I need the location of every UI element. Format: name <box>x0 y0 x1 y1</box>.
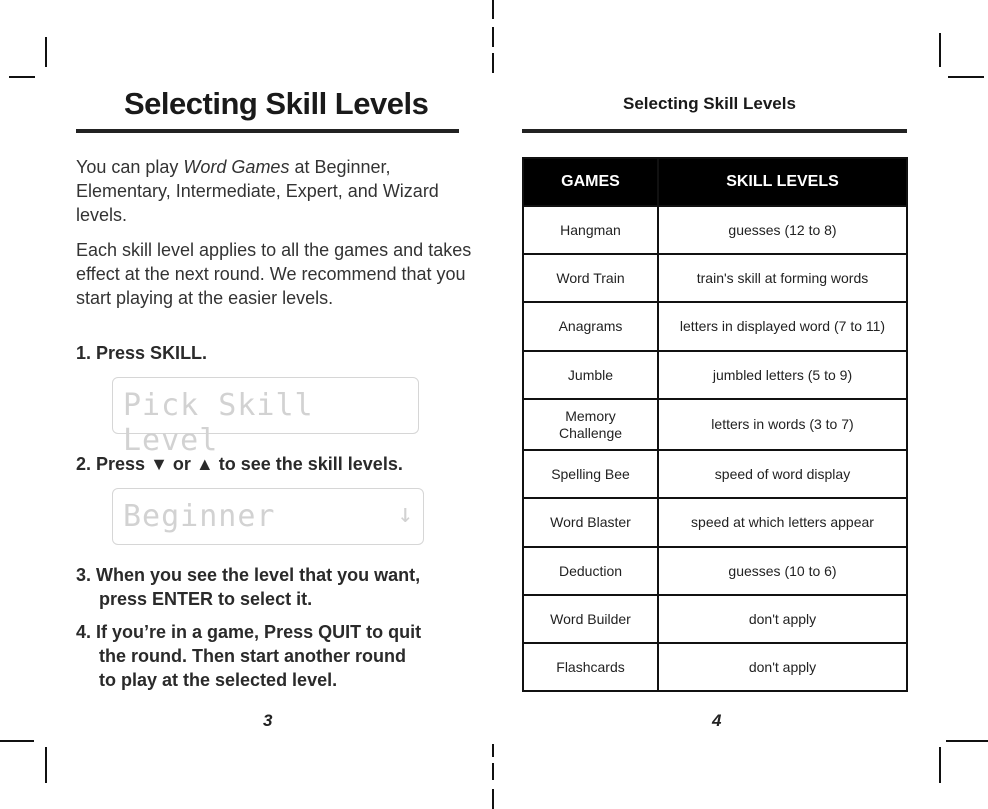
game-cell: Spelling Bee <box>523 450 658 498</box>
crop-mark <box>946 740 988 742</box>
table-header-row <box>523 158 907 206</box>
table-row <box>523 595 907 643</box>
crop-mark <box>939 33 941 67</box>
skill-level-cell: letters in words (3 to 7) <box>658 399 907 450</box>
game-cell: Hangman <box>523 206 658 254</box>
table-row <box>523 302 907 351</box>
title-underline <box>76 129 459 133</box>
skill-level-cell: train's skill at forming words <box>658 254 907 302</box>
step-2: 2. Press ▼ or ▲ to see the skill levels. <box>76 454 403 474</box>
table-row <box>523 498 907 547</box>
skill-levels-table <box>522 157 908 692</box>
skill-level-cell: don't apply <box>658 643 907 691</box>
skill-paragraph: Each skill level applies to all the games and takes effect at the next round. We recommend that you start playing at the easier levels. <box>76 240 472 308</box>
running-header: Selecting Skill Levels <box>623 94 796 113</box>
table-row <box>523 643 907 691</box>
game-cell: Jumble <box>523 351 658 399</box>
down-arrow-icon: ▼ <box>150 454 168 474</box>
skill-level-cell: don't apply <box>658 595 907 643</box>
crop-mark <box>492 0 494 19</box>
game-cell: Flashcards <box>523 643 658 691</box>
game-cell: Memory Challenge <box>523 399 658 450</box>
game-cell: Word Builder <box>523 595 658 643</box>
crop-mark <box>939 747 941 783</box>
column-header-games: GAMES <box>523 158 658 206</box>
page-title: Selecting Skill Levels <box>124 86 429 121</box>
step-3: 3. When you see the level that you want, press ENTER to select it. <box>76 565 421 609</box>
table-row <box>523 547 907 595</box>
intro-paragraph: You can play Word Games at Beginner, Elementary, Intermediate, Expert, and Wizard levels. <box>76 157 439 225</box>
game-cell: Deduction <box>523 547 658 595</box>
table-row <box>523 206 907 254</box>
skill-level-cell: jumbled letters (5 to 9) <box>658 351 907 399</box>
lcd-display-beginner <box>112 488 424 545</box>
crop-mark <box>492 27 494 47</box>
table-row <box>523 399 907 450</box>
skill-level-cell: speed of word display <box>658 450 907 498</box>
crop-mark <box>948 76 984 78</box>
page-number-right: 4 <box>712 711 722 730</box>
step-1: 1. Press SKILL. <box>76 343 208 363</box>
page-number-left: 3 <box>263 711 273 730</box>
crop-mark <box>492 744 494 757</box>
crop-mark <box>492 789 494 809</box>
game-cell: Word Train <box>523 254 658 302</box>
skill-level-cell: guesses (10 to 6) <box>658 547 907 595</box>
crop-mark <box>492 53 494 73</box>
skill-level-cell: letters in displayed word (7 to 11) <box>658 302 907 351</box>
table-row <box>523 254 907 302</box>
header-rule <box>522 129 907 133</box>
game-name: Word Games <box>183 157 290 177</box>
scroll-down-indicator-icon: ↓ <box>397 499 413 529</box>
crop-mark <box>45 37 47 67</box>
skill-level-cell: speed at which letters appear <box>658 498 907 547</box>
up-arrow-icon: ▲ <box>195 454 214 474</box>
crop-mark <box>492 763 494 780</box>
lcd-text: Pick Skill Level <box>123 388 314 458</box>
crop-mark <box>9 76 35 78</box>
game-cell: Word Blaster <box>523 498 658 547</box>
step-4: 4. If you’re in a game, Press QUIT to quit the round. Then start another round to play at the selected level. <box>76 622 422 690</box>
table-row <box>523 450 907 498</box>
lcd-display-pick-skill <box>112 377 419 458</box>
table-row <box>523 351 907 399</box>
crop-mark <box>45 747 47 783</box>
column-header-skill-levels: SKILL LEVELS <box>658 158 907 206</box>
lcd-text: Beginner <box>123 499 276 534</box>
crop-mark <box>0 740 34 742</box>
skill-level-cell: guesses (12 to 8) <box>658 206 907 254</box>
game-cell: Anagrams <box>523 302 658 351</box>
